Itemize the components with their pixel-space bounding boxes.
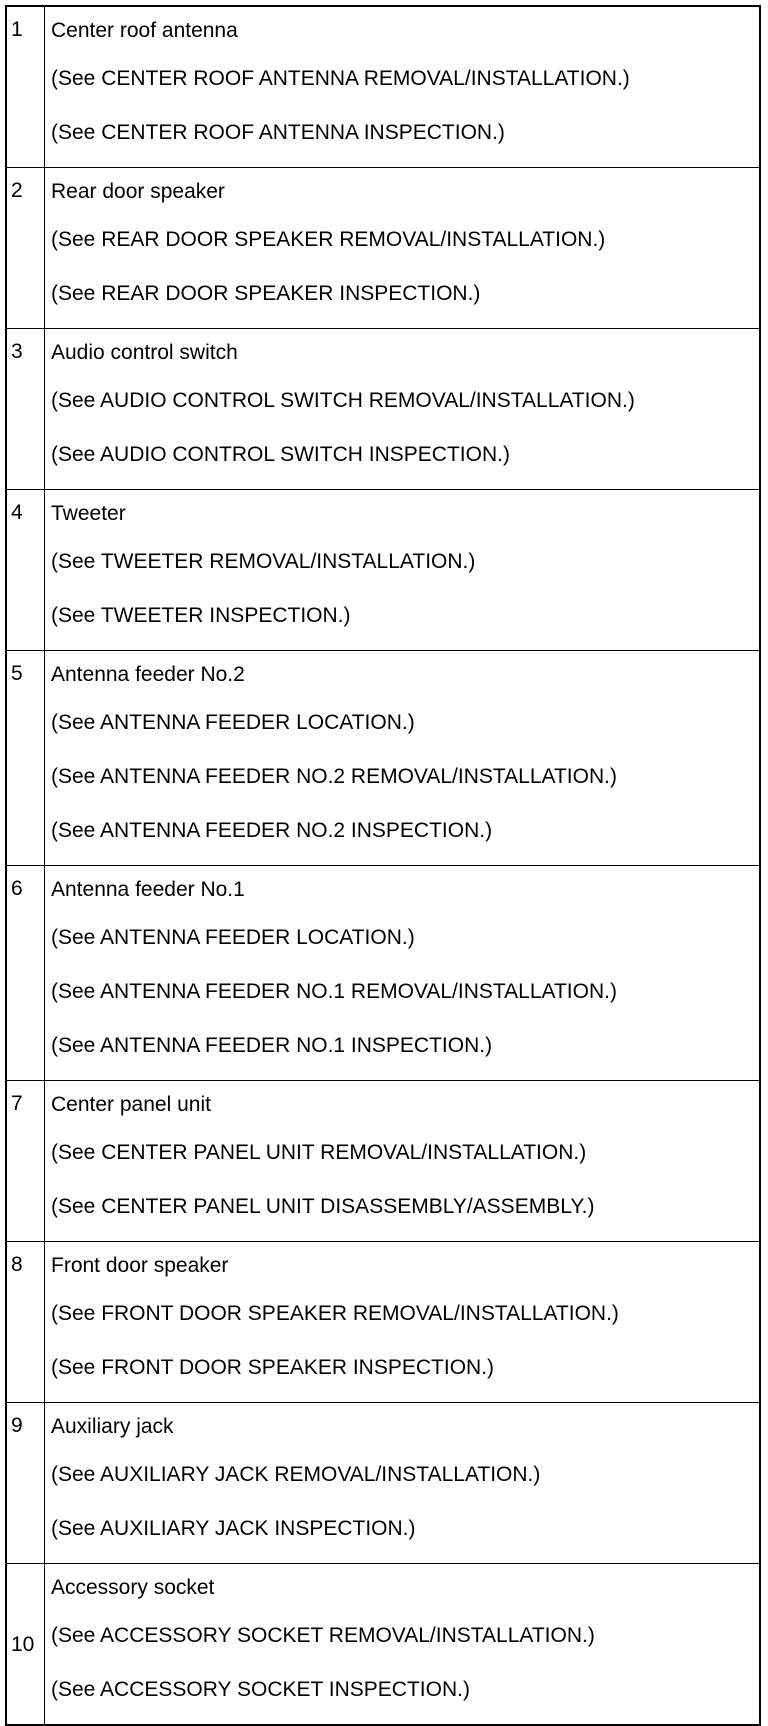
row-number: 8 (7, 1242, 45, 1402)
table-row (7, 1563, 759, 1724)
reference-link[interactable]: (See ANTENNA FEEDER LOCATION.) (51, 711, 415, 734)
reference-link[interactable]: (See AUDIO CONTROL SWITCH REMOVAL/INSTALLATION.) (51, 389, 635, 412)
reference-link[interactable]: (See REAR DOOR SPEAKER INSPECTION.) (51, 282, 481, 305)
reference-link[interactable]: (See ANTENNA FEEDER NO.2 REMOVAL/INSTALLATION.) (51, 765, 617, 788)
reference-link[interactable]: (See TWEETER REMOVAL/INSTALLATION.) (51, 550, 476, 573)
row-content (45, 490, 759, 650)
reference-link[interactable]: (See CENTER ROOF ANTENNA REMOVAL/INSTALLATION.) (51, 67, 630, 90)
part-name: Antenna feeder No.2 (51, 663, 245, 686)
reference-link[interactable]: (See AUXILIARY JACK INSPECTION.) (51, 1517, 416, 1540)
row-number: 3 (7, 329, 45, 489)
table-row (7, 1080, 759, 1241)
row-content (45, 1081, 759, 1241)
row-number: 9 (7, 1403, 45, 1563)
reference-link[interactable]: (See ANTENNA FEEDER NO.1 REMOVAL/INSTALLATION.) (51, 980, 617, 1003)
reference-link[interactable]: (See ANTENNA FEEDER LOCATION.) (51, 926, 415, 949)
part-name: Front door speaker (51, 1254, 229, 1277)
reference-link[interactable]: (See AUXILIARY JACK REMOVAL/INSTALLATION.) (51, 1463, 541, 1486)
reference-link[interactable]: (See FRONT DOOR SPEAKER INSPECTION.) (51, 1356, 495, 1379)
reference-link[interactable]: (See CENTER PANEL UNIT REMOVAL/INSTALLATION.) (51, 1141, 587, 1164)
part-name: Tweeter (51, 502, 126, 525)
reference-link[interactable]: (See FRONT DOOR SPEAKER REMOVAL/INSTALLATION.) (51, 1302, 619, 1325)
part-name: Accessory socket (51, 1576, 215, 1599)
reference-link[interactable]: (See ANTENNA FEEDER NO.1 INSPECTION.) (51, 1034, 493, 1057)
row-number: 10 (7, 1564, 45, 1724)
table-row (7, 7, 759, 167)
table-row (7, 1241, 759, 1402)
reference-link[interactable]: (See ACCESSORY SOCKET REMOVAL/INSTALLATION.) (51, 1624, 595, 1647)
part-name: Audio control switch (51, 341, 238, 364)
part-name: Center roof antenna (51, 19, 238, 42)
row-number: 2 (7, 168, 45, 328)
table-row (7, 650, 759, 865)
table-row (7, 489, 759, 650)
part-name: Antenna feeder No.1 (51, 878, 245, 901)
row-number: 7 (7, 1081, 45, 1241)
table-row (7, 167, 759, 328)
table-row (7, 328, 759, 489)
row-content (45, 1564, 759, 1724)
row-content (45, 1242, 759, 1402)
row-content (45, 168, 759, 328)
table-row (7, 1402, 759, 1563)
part-name: Center panel unit (51, 1093, 211, 1116)
part-name: Auxiliary jack (51, 1415, 174, 1438)
row-content (45, 651, 759, 865)
reference-link[interactable]: (See ACCESSORY SOCKET INSPECTION.) (51, 1678, 470, 1701)
row-number: 6 (7, 866, 45, 1080)
row-content (45, 1403, 759, 1563)
row-number: 5 (7, 651, 45, 865)
reference-link[interactable]: (See REAR DOOR SPEAKER REMOVAL/INSTALLATION.) (51, 228, 606, 251)
reference-link[interactable]: (See TWEETER INSPECTION.) (51, 604, 351, 627)
part-name: Rear door speaker (51, 180, 225, 203)
row-content (45, 329, 759, 489)
reference-link[interactable]: (See ANTENNA FEEDER NO.2 INSPECTION.) (51, 819, 493, 842)
parts-reference-table (5, 5, 761, 1726)
row-number: 4 (7, 490, 45, 650)
reference-link[interactable]: (See AUDIO CONTROL SWITCH INSPECTION.) (51, 443, 510, 466)
row-content (45, 7, 759, 167)
reference-link[interactable]: (See CENTER PANEL UNIT DISASSEMBLY/ASSEMBLY.) (51, 1195, 595, 1218)
reference-link[interactable]: (See CENTER ROOF ANTENNA INSPECTION.) (51, 121, 505, 144)
row-number: 1 (7, 7, 45, 167)
table-row (7, 865, 759, 1080)
row-content (45, 866, 759, 1080)
